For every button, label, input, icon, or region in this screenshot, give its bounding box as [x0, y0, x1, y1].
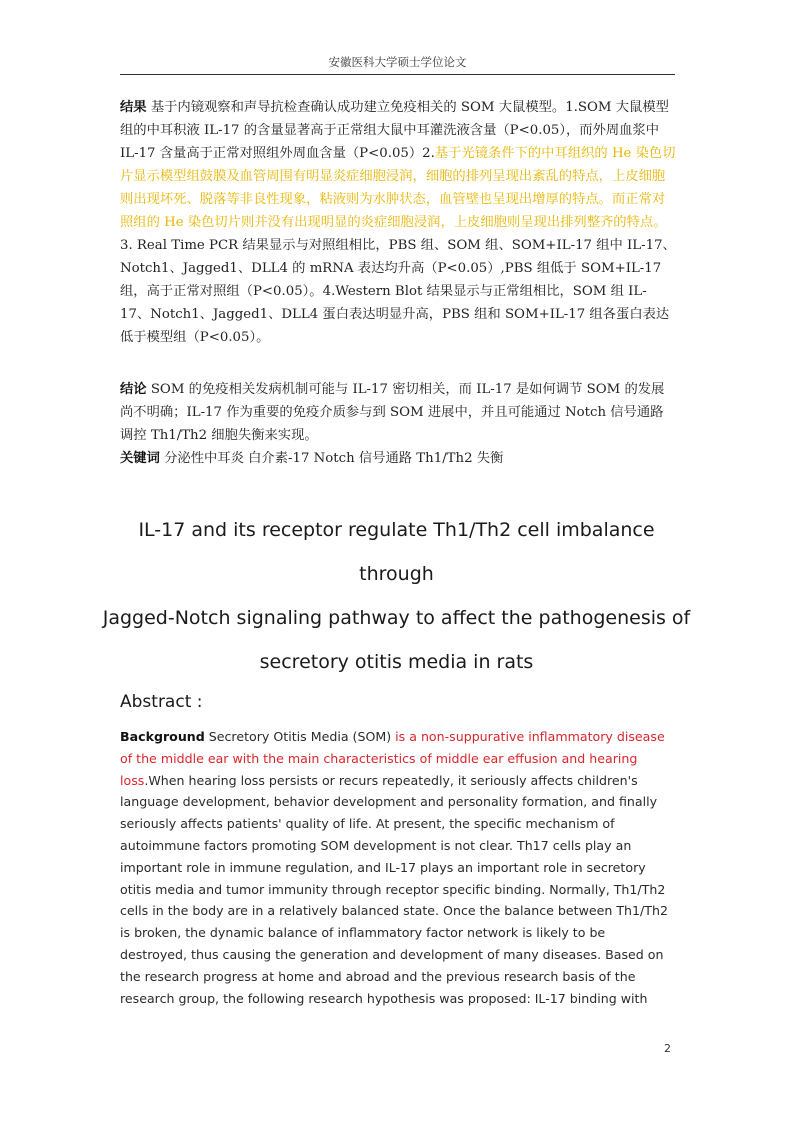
title-line-1: IL-17 and its receptor regulate Th1/Th2 cell imbalance through	[138, 519, 655, 585]
background-intro: Secretory Otitis Media (SOM)	[204, 729, 396, 744]
background-highlight: is a non-suppurative inflammatory disease of the middle ear with the main characteristics of middle ear effusion and hearing loss	[120, 729, 665, 788]
abstract-heading: Abstract :	[120, 692, 203, 712]
header-rule	[120, 74, 675, 75]
english-title	[100, 508, 693, 684]
conclusion-label: 结论	[120, 382, 147, 397]
page-number: 2	[664, 1042, 671, 1055]
keywords-text: 分泌性中耳炎 白介素-17 Notch 信号通路 Th1/Th2 失衡	[164, 451, 504, 466]
results-text-part2: 3. Real Time PCR 结果显示与对照组相比，PBS 组、SOM 组、SOM+IL-17 组中 IL-17、Notch1、Jagged1、DLL4 的 mRNA 表达均升高（P<0.05）,PBS 组低于 SOM+IL-17 组，高于正常对照组（P<0.05）。4.Western Blot 结果显示与正常组相比，SOM 组 IL-17、Notch1、Jagged1、DLL4 蛋白表达明显升高，PBS 组和 SOM+IL-17 组各蛋白表达低于模型组（P<0.05）。	[120, 238, 676, 345]
keywords-label: 关键词	[120, 451, 160, 466]
title-line-2: Jagged-Notch signaling pathway to affect the pathogenesis of	[102, 607, 691, 629]
results-label: 结果	[120, 100, 147, 115]
background-rest: .When hearing loss persists or recurs repeatedly, it seriously affects children's language development, behavior development and personality formation, and finally seriously affects patients' quality of life. At present, the specific mechanism of autoimmune factors promoting SOM development is not clear. Th17 cells play an important role in immune regulation, and IL-17 plays an important role in secretory otitis media and tumor immunity through receptor specific binding. Normally, Th1/Th2 cells in the body are in a relatively balanced state. Once the balance between Th1/Th2 is broken, the dynamic balance of inflammatory factor network is likely to be destroyed, thus causing the generation and development of many diseases. Based on the research progress at home and abroad and the previous research basis of the research group, the following research hypothesis was proposed: IL-17 binding with	[120, 772, 668, 1006]
conclusion-text: SOM 的免疫相关发病机制可能与 IL-17 密切相关，而 IL-17 是如何调节 SOM 的发展尚不明确；IL-17 作为重要的免疫介质参与到 SOM 进展中，并且可能通过 Notch 信号通路调控 Th1/Th2 细胞失衡来实现。	[120, 382, 665, 443]
results-text-part1: 基于内镜观察和声导抗检查确认成功建立免疫相关的 SOM 大鼠模型。1.SOM 大鼠模型组的中耳积液 IL-17 的含量显著高于正常组大鼠中耳灌洗液含量（P<0.05），而外周血浆中 IL-17 含量高于正常对照组外周血含量（P<0.05）2.	[120, 100, 669, 161]
results-highlight: 基于光镜条件下的中耳组织的 He 染色切片显示模型组鼓膜及血管周围有明显炎症细胞浸润，细胞的排列呈现出紊乱的特点，上皮细胞则出现坏死、脱落等非良性现象，粘液则为水肿状态，血管壁也呈现出增厚的特点。而正常对照组的 He 染色切片则并没有出现明显的炎症细胞浸润，上皮细胞则呈现出排列整齐的特点。	[120, 146, 676, 230]
title-line-3: secretory otitis media in rats	[259, 651, 534, 673]
background-paragraph	[120, 726, 676, 1009]
cn-results-paragraph	[120, 96, 676, 349]
running-header: 安徽医科大学硕士学位论文	[328, 55, 467, 69]
keywords-line	[120, 447, 676, 470]
background-label: Background	[120, 729, 205, 744]
cn-conclusion-paragraph	[120, 378, 676, 470]
